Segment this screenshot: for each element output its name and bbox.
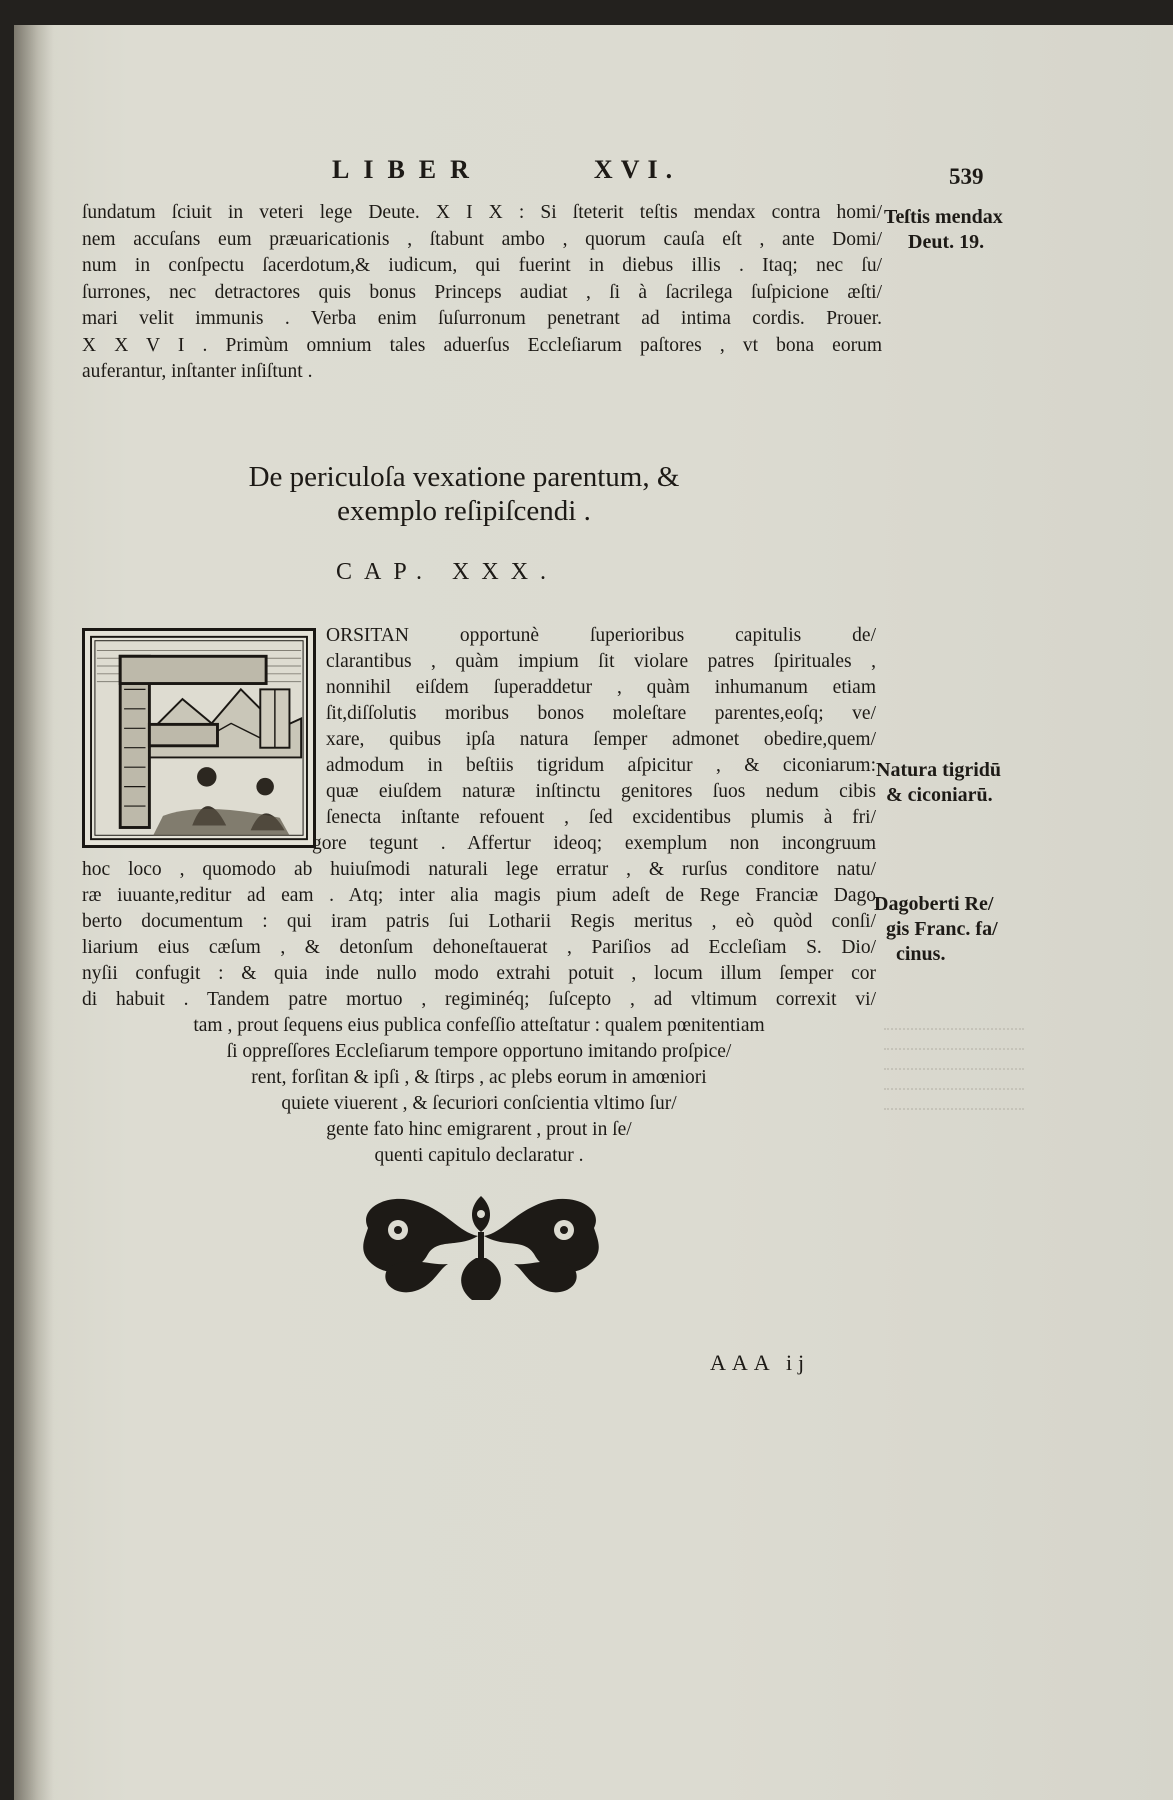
text-line: X X V I . Primùm omnium tales aduerſus Eccleſiarum paſtores , vt bona eorum — [82, 334, 882, 356]
para-line: ſenecta inſtante refouent , ſed excidentibus plumis à fri/ — [326, 807, 876, 828]
decorated-initial-f — [82, 628, 316, 848]
para-line: nyſii confugit : & quia inde nullo modo extrahi potuit , locum illum ſemper cor — [82, 963, 876, 984]
margin-note-line: Natura tigridū — [876, 759, 1001, 781]
para-line: liarium eius cæſum , & detonſum dehoneſtauerat , Pariſios ad Eccleſiam S. Dio/ — [82, 937, 876, 958]
para-line: hoc loco , quomodo ab huiuſmodi naturali lege erratur , & rurſus conditore natu/ — [82, 859, 876, 880]
top-text-block — [82, 200, 882, 386]
text-line: nem accuſans eum præuaricationis , ſtabunt ambo , quorum cauſa eſt , ante Domi/ — [82, 228, 882, 250]
para-line: gore tegunt . Affertur ideoq; exemplum non incongruum — [312, 833, 876, 854]
chapter-heading — [154, 460, 774, 528]
signature-mark: AAA ij — [710, 1350, 811, 1375]
text-line: auferantur, inſtanter inſiſtunt . — [82, 361, 313, 382]
margin-note-dagoberti — [874, 892, 998, 967]
para-line: di habuit . Tandem patre mortuo , regiminéq; ſuſcepto , ad vltimum correxit vi/ — [82, 989, 876, 1010]
margin-note-line: & ciconiarū. — [886, 784, 993, 806]
woodcut-illustration — [85, 631, 313, 845]
page-gutter — [14, 25, 54, 1800]
taper-line: ſi oppreſſores Eccleſiarum tempore opportuno imitando proſpice/ — [226, 1041, 732, 1062]
taper-line: gente fato hinc emigrarent , prout in ſe/ — [326, 1119, 632, 1140]
chapter-number: CAP. XXX. — [336, 559, 559, 585]
running-head — [332, 155, 680, 185]
para-line: xare, quibus ipſa natura ſemper admonet obedire,quem/ — [326, 729, 876, 750]
taper-line: tam , prout ſequens eius publica confeſſio atteſtatur : qualem pœnitentiam — [193, 1015, 765, 1036]
para-line: berto documentum : qui iram patris ſui Lotharii Regis meritus , eò quòd conſi/ — [82, 911, 876, 932]
heading-line: De periculoſa vexatione parentum, & — [248, 461, 680, 493]
taper-line: quenti capitulo declaratur . — [374, 1145, 584, 1166]
running-number: XVI. — [593, 155, 681, 184]
text-line: ſurrones, nec detractores quis bonus Princeps audiat , ſi à ſacrilega ſuſpicione æſti/ — [82, 281, 882, 303]
margin-note-line: gis Franc. fa/ — [886, 918, 998, 940]
folio-number: 539 — [949, 164, 984, 189]
margin-note-line: Deut. 19. — [908, 231, 985, 253]
para-line: ORSITAN opportunè ſuperioribus capitulis de/ — [326, 625, 876, 646]
fleuron-ornament — [348, 1188, 614, 1306]
margin-note-line: Dagoberti Re/ — [874, 893, 994, 915]
book-page — [14, 25, 1173, 1800]
text-line: ſundatum ſciuit in veteri lege Deute. X I X : Si ſteterit teſtis mendax contra homi/ — [82, 202, 882, 223]
text-line: mari velit immunis . Verba enim ſuſurronum penetrant ad intima cordis. Prouer. — [82, 308, 882, 329]
margin-note-line: Teſtis mendax — [884, 206, 1003, 228]
running-title: LIBER — [332, 155, 483, 184]
margin-note-testis — [884, 205, 1003, 255]
para-line: admodum in beſtiis tigridum aſpicitur , & ciconiarum: — [326, 755, 876, 776]
taper-line: rent, forſitan & ipſi , & ſtirps , ac plebs eorum in amœniori — [251, 1067, 707, 1088]
margin-note-natura — [876, 758, 1001, 808]
para-line: nonnihil eiſdem ſuperaddetur , quàm inhumanum etiam — [326, 677, 876, 698]
para-line: ſit,diſſolutis moribus bonos moleſtare parentes,eoſq; ve/ — [326, 703, 876, 724]
bleed-through-mark — [884, 1010, 1024, 1110]
margin-note-line: cinus. — [896, 943, 946, 965]
para-line: quæ eiuſdem naturæ inſtinctu genitores ſuos nedum cibis — [326, 781, 876, 802]
para-line: ræ iuuante,reditur ad eam . Atq; inter alia magis pium adeſt de Rege Franciæ Dago — [82, 885, 876, 906]
para-line: clarantibus , quàm impium ſit violare patres ſpirituales , — [326, 651, 876, 672]
taper-line: quiete viuerent , & ſecuriori conſcientia vltimo ſur/ — [281, 1093, 677, 1114]
text-line: num in conſpectu ſacerdotum,& iudicum, qui fuerint in diebus illis . Itaq; nec ſu/ — [82, 255, 882, 276]
heading-line: exemplo reſipiſcendi . — [337, 495, 591, 527]
